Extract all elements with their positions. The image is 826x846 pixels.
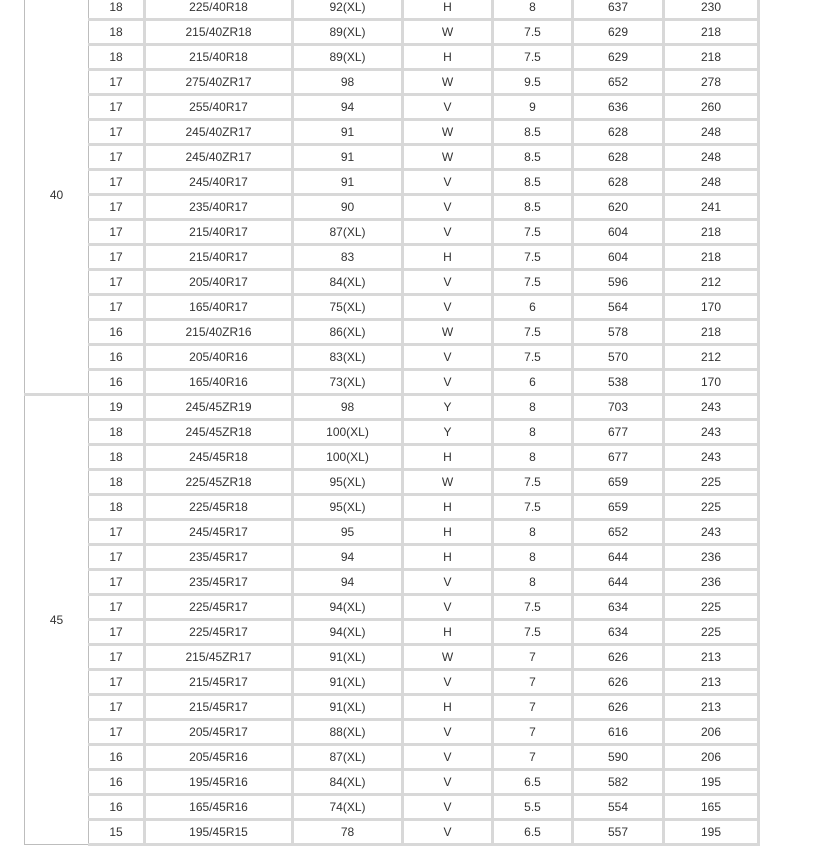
tire-size-cell: 215/40R17 (145, 245, 293, 270)
overall-diameter-cell: 628 (573, 120, 664, 145)
table-row (25, 720, 759, 745)
load-index-cell: 78 (293, 820, 403, 845)
table-row (25, 645, 759, 670)
section-width-cell: 213 (664, 695, 759, 720)
overall-diameter-cell: 628 (573, 170, 664, 195)
load-index-cell: 100(XL) (293, 420, 403, 445)
rim-width-cell: 7 (493, 745, 573, 770)
table-row (25, 45, 759, 70)
load-index-cell: 91(XL) (293, 670, 403, 695)
section-width-cell: 260 (664, 95, 759, 120)
rim-width-cell: 7 (493, 695, 573, 720)
overall-diameter-cell: 629 (573, 20, 664, 45)
overall-diameter-cell: 582 (573, 770, 664, 795)
tire-size-cell: 235/45R17 (145, 545, 293, 570)
rim-width-cell: 9 (493, 95, 573, 120)
overall-diameter-cell: 557 (573, 820, 664, 845)
table-row (25, 545, 759, 570)
speed-rating-cell: V (403, 370, 493, 395)
section-width-cell: 213 (664, 645, 759, 670)
load-index-cell: 98 (293, 70, 403, 95)
speed-rating-cell: V (403, 795, 493, 820)
speed-rating-cell: V (403, 95, 493, 120)
overall-diameter-cell: 637 (573, 0, 664, 20)
tire-size-cell: 195/45R16 (145, 770, 293, 795)
tire-size-cell: 215/45ZR17 (145, 645, 293, 670)
overall-diameter-cell: 644 (573, 545, 664, 570)
rim-width-cell: 6 (493, 370, 573, 395)
rim-diameter-cell: 18 (89, 470, 145, 495)
overall-diameter-cell: 659 (573, 470, 664, 495)
section-width-cell: 206 (664, 720, 759, 745)
tire-size-cell: 215/40ZR18 (145, 20, 293, 45)
load-index-cell: 84(XL) (293, 270, 403, 295)
rim-width-cell: 8.5 (493, 170, 573, 195)
load-index-cell: 74(XL) (293, 795, 403, 820)
speed-rating-cell: H (403, 620, 493, 645)
rim-width-cell: 5.5 (493, 795, 573, 820)
rim-diameter-cell: 17 (89, 270, 145, 295)
overall-diameter-cell: 629 (573, 45, 664, 70)
speed-rating-cell: V (403, 745, 493, 770)
rim-width-cell: 7.5 (493, 270, 573, 295)
speed-rating-cell: W (403, 20, 493, 45)
rim-diameter-cell: 17 (89, 670, 145, 695)
overall-diameter-cell: 634 (573, 595, 664, 620)
rim-width-cell: 8 (493, 395, 573, 420)
speed-rating-cell: V (403, 270, 493, 295)
table-row (25, 470, 759, 495)
load-index-cell: 83(XL) (293, 345, 403, 370)
load-index-cell: 92(XL) (293, 0, 403, 20)
tire-size-cell: 235/40R17 (145, 195, 293, 220)
speed-rating-cell: W (403, 645, 493, 670)
table-row (25, 795, 759, 820)
rim-width-cell: 6.5 (493, 820, 573, 845)
rim-width-cell: 8 (493, 570, 573, 595)
speed-rating-cell: V (403, 670, 493, 695)
section-width-cell: 225 (664, 595, 759, 620)
rim-diameter-cell: 17 (89, 120, 145, 145)
rim-diameter-cell: 16 (89, 745, 145, 770)
speed-rating-cell: H (403, 445, 493, 470)
overall-diameter-cell: 604 (573, 220, 664, 245)
rim-diameter-cell: 18 (89, 445, 145, 470)
speed-rating-cell: W (403, 145, 493, 170)
rim-width-cell: 8 (493, 445, 573, 470)
load-index-cell: 94(XL) (293, 595, 403, 620)
rim-diameter-cell: 17 (89, 620, 145, 645)
rim-diameter-cell: 18 (89, 495, 145, 520)
rim-diameter-cell: 18 (89, 420, 145, 445)
speed-rating-cell: Y (403, 420, 493, 445)
tire-size-cell: 165/40R16 (145, 370, 293, 395)
speed-rating-cell: H (403, 520, 493, 545)
rim-width-cell: 7.5 (493, 220, 573, 245)
load-index-cell: 73(XL) (293, 370, 403, 395)
tire-size-cell: 205/45R17 (145, 720, 293, 745)
rim-diameter-cell: 17 (89, 95, 145, 120)
table-row (25, 495, 759, 520)
rim-diameter-cell: 16 (89, 345, 145, 370)
section-width-cell: 243 (664, 395, 759, 420)
tire-size-cell: 245/45ZR19 (145, 395, 293, 420)
section-width-cell: 230 (664, 0, 759, 20)
speed-rating-cell: V (403, 170, 493, 195)
section-width-cell: 195 (664, 820, 759, 845)
overall-diameter-cell: 626 (573, 645, 664, 670)
section-width-cell: 243 (664, 420, 759, 445)
section-width-cell: 236 (664, 570, 759, 595)
overall-diameter-cell: 652 (573, 520, 664, 545)
rim-width-cell: 7.5 (493, 595, 573, 620)
rim-width-cell: 6.5 (493, 770, 573, 795)
overall-diameter-cell: 636 (573, 95, 664, 120)
table-row (25, 345, 759, 370)
load-index-cell: 89(XL) (293, 20, 403, 45)
table-row (25, 195, 759, 220)
load-index-cell: 87(XL) (293, 220, 403, 245)
tire-size-cell: 235/45R17 (145, 570, 293, 595)
rim-diameter-cell: 17 (89, 570, 145, 595)
overall-diameter-cell: 677 (573, 445, 664, 470)
load-index-cell: 86(XL) (293, 320, 403, 345)
load-index-cell: 90 (293, 195, 403, 220)
speed-rating-cell: W (403, 470, 493, 495)
rim-diameter-cell: 16 (89, 320, 145, 345)
overall-diameter-cell: 554 (573, 795, 664, 820)
overall-diameter-cell: 570 (573, 345, 664, 370)
load-index-cell: 91 (293, 120, 403, 145)
table-row (25, 620, 759, 645)
overall-diameter-cell: 677 (573, 420, 664, 445)
section-width-cell: 248 (664, 120, 759, 145)
section-width-cell: 225 (664, 495, 759, 520)
speed-rating-cell: H (403, 45, 493, 70)
table-row (25, 145, 759, 170)
rim-width-cell: 6 (493, 295, 573, 320)
load-index-cell: 91 (293, 170, 403, 195)
speed-rating-cell: V (403, 570, 493, 595)
rim-width-cell: 7.5 (493, 495, 573, 520)
rim-diameter-cell: 17 (89, 145, 145, 170)
section-width-cell: 225 (664, 620, 759, 645)
rim-diameter-cell: 17 (89, 195, 145, 220)
table-row (25, 670, 759, 695)
table-row (25, 170, 759, 195)
table-row (25, 595, 759, 620)
section-width-cell: 218 (664, 245, 759, 270)
tire-size-cell: 225/40R18 (145, 0, 293, 20)
load-index-cell: 94 (293, 570, 403, 595)
rim-width-cell: 8.5 (493, 145, 573, 170)
rim-diameter-cell: 17 (89, 545, 145, 570)
section-width-cell: 218 (664, 20, 759, 45)
section-width-cell: 170 (664, 295, 759, 320)
tire-size-cell: 245/40R17 (145, 170, 293, 195)
tire-size-cell: 205/40R16 (145, 345, 293, 370)
tire-size-cell: 205/45R16 (145, 745, 293, 770)
rim-width-cell: 8 (493, 520, 573, 545)
rim-width-cell: 7 (493, 720, 573, 745)
load-index-cell: 88(XL) (293, 720, 403, 745)
table-row (25, 695, 759, 720)
rim-diameter-cell: 16 (89, 370, 145, 395)
aspect-ratio-group-cell: 45 (25, 395, 89, 845)
section-width-cell: 170 (664, 370, 759, 395)
load-index-cell: 98 (293, 395, 403, 420)
rim-width-cell: 9.5 (493, 70, 573, 95)
speed-rating-cell: V (403, 720, 493, 745)
speed-rating-cell: V (403, 595, 493, 620)
section-width-cell: 212 (664, 345, 759, 370)
speed-rating-cell: V (403, 770, 493, 795)
overall-diameter-cell: 659 (573, 495, 664, 520)
rim-diameter-cell: 17 (89, 695, 145, 720)
rim-width-cell: 7.5 (493, 470, 573, 495)
overall-diameter-cell: 634 (573, 620, 664, 645)
speed-rating-cell: H (403, 545, 493, 570)
tire-size-cell: 215/40R17 (145, 220, 293, 245)
tire-size-cell: 165/45R16 (145, 795, 293, 820)
load-index-cell: 91(XL) (293, 695, 403, 720)
speed-rating-cell: V (403, 220, 493, 245)
rim-diameter-cell: 18 (89, 20, 145, 45)
overall-diameter-cell: 604 (573, 245, 664, 270)
rim-diameter-cell: 17 (89, 595, 145, 620)
rim-width-cell: 7 (493, 670, 573, 695)
section-width-cell: 195 (664, 770, 759, 795)
table-body (25, 0, 759, 845)
rim-diameter-cell: 16 (89, 795, 145, 820)
load-index-cell: 84(XL) (293, 770, 403, 795)
load-index-cell: 95 (293, 520, 403, 545)
rim-width-cell: 7.5 (493, 345, 573, 370)
rim-width-cell: 7 (493, 645, 573, 670)
overall-diameter-cell: 596 (573, 270, 664, 295)
rim-diameter-cell: 17 (89, 645, 145, 670)
rim-diameter-cell: 17 (89, 70, 145, 95)
speed-rating-cell: H (403, 0, 493, 20)
load-index-cell: 91 (293, 145, 403, 170)
section-width-cell: 225 (664, 470, 759, 495)
section-width-cell: 243 (664, 445, 759, 470)
overall-diameter-cell: 626 (573, 670, 664, 695)
section-width-cell: 218 (664, 320, 759, 345)
speed-rating-cell: W (403, 120, 493, 145)
rim-width-cell: 8.5 (493, 120, 573, 145)
tire-size-cell: 275/40ZR17 (145, 70, 293, 95)
overall-diameter-cell: 564 (573, 295, 664, 320)
rim-width-cell: 7.5 (493, 245, 573, 270)
load-index-cell: 75(XL) (293, 295, 403, 320)
section-width-cell: 218 (664, 45, 759, 70)
overall-diameter-cell: 628 (573, 145, 664, 170)
rim-diameter-cell: 17 (89, 520, 145, 545)
overall-diameter-cell: 644 (573, 570, 664, 595)
rim-width-cell: 8.5 (493, 195, 573, 220)
section-width-cell: 165 (664, 795, 759, 820)
tire-size-cell: 225/45R17 (145, 595, 293, 620)
tire-size-cell: 215/45R17 (145, 670, 293, 695)
aspect-ratio-group-cell: 40 (25, 0, 89, 395)
overall-diameter-cell: 538 (573, 370, 664, 395)
table-row (25, 420, 759, 445)
rim-diameter-cell: 19 (89, 395, 145, 420)
load-index-cell: 95(XL) (293, 495, 403, 520)
overall-diameter-cell: 590 (573, 745, 664, 770)
load-index-cell: 100(XL) (293, 445, 403, 470)
table-row (25, 745, 759, 770)
overall-diameter-cell: 652 (573, 70, 664, 95)
rim-diameter-cell: 16 (89, 770, 145, 795)
rim-diameter-cell: 17 (89, 220, 145, 245)
tire-size-cell: 245/45R18 (145, 445, 293, 470)
overall-diameter-cell: 620 (573, 195, 664, 220)
table-row (25, 220, 759, 245)
section-width-cell: 248 (664, 145, 759, 170)
load-index-cell: 83 (293, 245, 403, 270)
rim-width-cell: 8 (493, 420, 573, 445)
tire-size-cell: 245/45ZR18 (145, 420, 293, 445)
load-index-cell: 94 (293, 545, 403, 570)
speed-rating-cell: V (403, 195, 493, 220)
table-row (25, 320, 759, 345)
tire-size-cell: 165/40R17 (145, 295, 293, 320)
tire-size-cell: 215/45R17 (145, 695, 293, 720)
table-row (25, 20, 759, 45)
load-index-cell: 95(XL) (293, 470, 403, 495)
rim-diameter-cell: 17 (89, 170, 145, 195)
tire-size-cell: 245/40ZR17 (145, 145, 293, 170)
rim-width-cell: 7.5 (493, 620, 573, 645)
rim-width-cell: 7.5 (493, 320, 573, 345)
tire-size-cell: 215/40R18 (145, 45, 293, 70)
speed-rating-cell: W (403, 320, 493, 345)
rim-diameter-cell: 15 (89, 820, 145, 845)
load-index-cell: 91(XL) (293, 645, 403, 670)
table-row (25, 295, 759, 320)
tire-size-table (24, 0, 760, 846)
tire-size-cell: 225/45ZR18 (145, 470, 293, 495)
speed-rating-cell: V (403, 820, 493, 845)
section-width-cell: 241 (664, 195, 759, 220)
section-width-cell: 213 (664, 670, 759, 695)
tire-size-cell: 205/40R17 (145, 270, 293, 295)
section-width-cell: 248 (664, 170, 759, 195)
overall-diameter-cell: 578 (573, 320, 664, 345)
rim-diameter-cell: 18 (89, 0, 145, 20)
rim-width-cell: 7.5 (493, 20, 573, 45)
table-row (25, 245, 759, 270)
tire-size-cell: 255/40R17 (145, 95, 293, 120)
rim-diameter-cell: 17 (89, 295, 145, 320)
tire-size-cell: 215/40ZR16 (145, 320, 293, 345)
speed-rating-cell: V (403, 295, 493, 320)
section-width-cell: 206 (664, 745, 759, 770)
table-row (25, 520, 759, 545)
table-row (25, 120, 759, 145)
tire-size-cell: 225/45R17 (145, 620, 293, 645)
overall-diameter-cell: 703 (573, 395, 664, 420)
table-row (25, 0, 759, 20)
section-width-cell: 218 (664, 220, 759, 245)
speed-rating-cell: H (403, 695, 493, 720)
rim-diameter-cell: 18 (89, 45, 145, 70)
speed-rating-cell: V (403, 345, 493, 370)
table-row (25, 820, 759, 845)
tire-size-cell: 195/45R15 (145, 820, 293, 845)
rim-width-cell: 8 (493, 0, 573, 20)
load-index-cell: 94(XL) (293, 620, 403, 645)
speed-rating-cell: H (403, 495, 493, 520)
rim-diameter-cell: 17 (89, 720, 145, 745)
load-index-cell: 94 (293, 95, 403, 120)
tire-size-cell: 245/40ZR17 (145, 120, 293, 145)
tire-size-cell: 245/45R17 (145, 520, 293, 545)
rim-diameter-cell: 17 (89, 245, 145, 270)
overall-diameter-cell: 616 (573, 720, 664, 745)
table-row (25, 70, 759, 95)
section-width-cell: 236 (664, 545, 759, 570)
table-row (25, 270, 759, 295)
speed-rating-cell: H (403, 245, 493, 270)
table-row (25, 770, 759, 795)
section-width-cell: 212 (664, 270, 759, 295)
table-row (25, 95, 759, 120)
overall-diameter-cell: 626 (573, 695, 664, 720)
rim-width-cell: 8 (493, 545, 573, 570)
speed-rating-cell: W (403, 70, 493, 95)
tire-size-cell: 225/45R18 (145, 495, 293, 520)
rim-width-cell: 7.5 (493, 45, 573, 70)
table-row (25, 370, 759, 395)
section-width-cell: 243 (664, 520, 759, 545)
table-row (25, 445, 759, 470)
load-index-cell: 87(XL) (293, 745, 403, 770)
load-index-cell: 89(XL) (293, 45, 403, 70)
table-row (25, 395, 759, 420)
section-width-cell: 278 (664, 70, 759, 95)
table-row (25, 570, 759, 595)
speed-rating-cell: Y (403, 395, 493, 420)
